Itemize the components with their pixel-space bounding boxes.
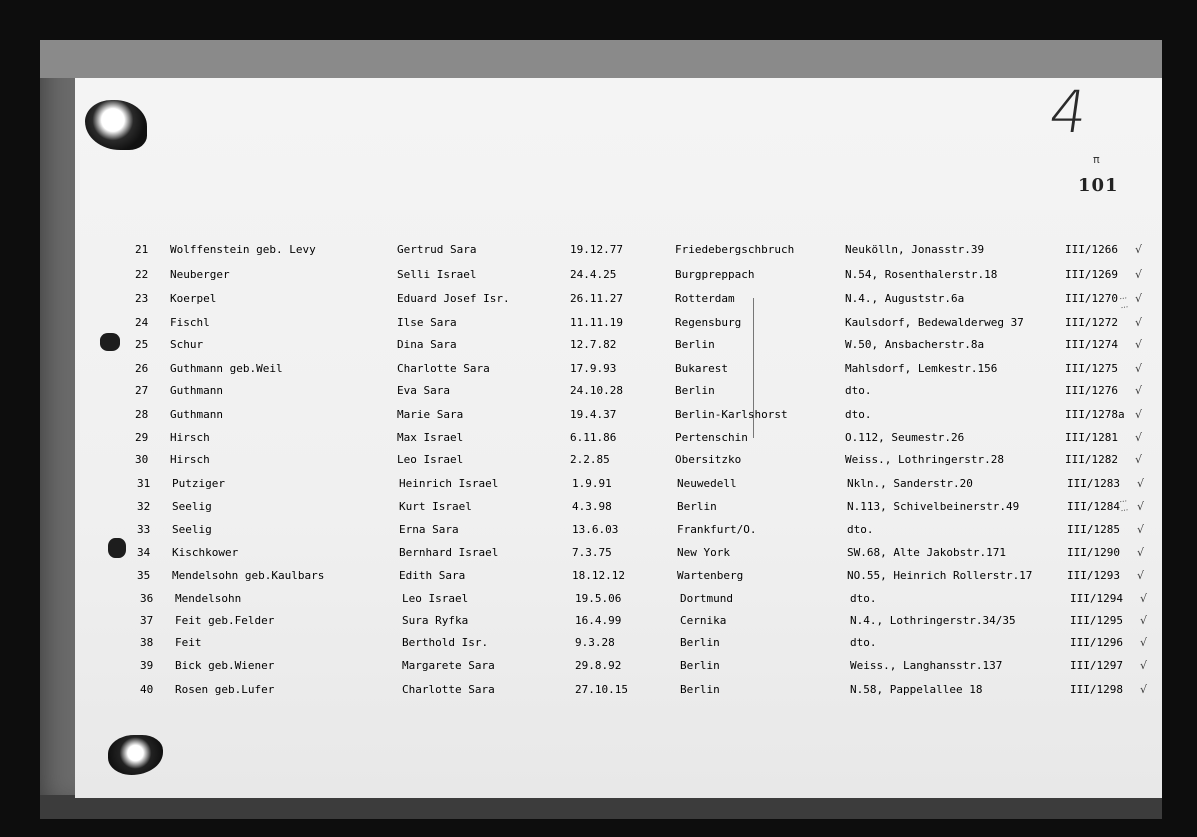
birth-date: 16.4.99 bbox=[575, 614, 622, 627]
given-names: Heinrich Israel bbox=[399, 477, 499, 490]
given-names: Max Israel bbox=[397, 431, 464, 444]
row-number: 40 bbox=[140, 683, 154, 696]
row-number: 29 bbox=[135, 431, 149, 444]
row-number: 30 bbox=[135, 453, 149, 466]
address: dto. bbox=[845, 408, 872, 421]
surname: Guthmann bbox=[170, 408, 223, 421]
file-number: III/1272 bbox=[1065, 316, 1118, 329]
file-number: III/1297 bbox=[1070, 659, 1123, 672]
given-names: Margarete Sara bbox=[402, 659, 495, 672]
birth-date: 17.9.93 bbox=[570, 362, 617, 375]
birth-place: Friedebergschbruch bbox=[675, 243, 795, 256]
birth-date: 13.6.03 bbox=[572, 523, 619, 536]
file-number: III/1269 bbox=[1065, 268, 1118, 281]
birth-place: Pertenschin bbox=[675, 431, 748, 444]
surname: Putziger bbox=[172, 477, 225, 490]
surname: Seelig bbox=[172, 500, 212, 513]
check-mark: √ bbox=[1137, 523, 1145, 536]
address: N.4., Auguststr.6a bbox=[845, 292, 965, 305]
punch-hole bbox=[108, 538, 126, 558]
birth-date: 9.3.28 bbox=[575, 636, 615, 649]
surname: Mendelsohn geb.Kaulbars bbox=[172, 569, 325, 582]
row-number: 25 bbox=[135, 338, 149, 351]
surname: Hirsch bbox=[170, 431, 210, 444]
given-names: Charlotte Sara bbox=[402, 683, 495, 696]
row-number: 26 bbox=[135, 362, 149, 375]
file-number: III/1274 bbox=[1065, 338, 1118, 351]
row-number: 23 bbox=[135, 292, 149, 305]
check-mark: √ bbox=[1140, 614, 1148, 627]
file-number: III/1282 bbox=[1065, 453, 1118, 466]
file-number: III/1290 bbox=[1067, 546, 1120, 559]
file-number: III/1283 bbox=[1067, 477, 1120, 490]
surname: Feit geb.Felder bbox=[175, 614, 275, 627]
given-names: Marie Sara bbox=[397, 408, 464, 421]
birth-date: 12.7.82 bbox=[570, 338, 617, 351]
given-names: Selli Israel bbox=[397, 268, 477, 281]
surname: Neuberger bbox=[170, 268, 230, 281]
birth-place: Wartenberg bbox=[677, 569, 744, 582]
birth-date: 19.12.77 bbox=[570, 243, 623, 256]
row-number: 24 bbox=[135, 316, 149, 329]
check-mark: √ bbox=[1140, 659, 1148, 672]
file-number: III/1266 bbox=[1065, 243, 1118, 256]
file-number: III/1275 bbox=[1065, 362, 1118, 375]
file-number: III/1281 bbox=[1065, 431, 1118, 444]
check-mark: √ bbox=[1135, 243, 1143, 256]
given-names: Sura Ryfka bbox=[402, 614, 469, 627]
birth-date: 19.5.06 bbox=[575, 592, 622, 605]
check-mark: √ bbox=[1135, 316, 1143, 329]
file-number: III/1296 bbox=[1070, 636, 1123, 649]
address: N.58, Pappelallee 18 bbox=[850, 683, 983, 696]
file-number: III/1285 bbox=[1067, 523, 1120, 536]
address: Nkln., Sanderstr.20 bbox=[847, 477, 973, 490]
row-number: 27 bbox=[135, 384, 149, 397]
check-mark: √ bbox=[1135, 292, 1143, 305]
file-number: III/1284 bbox=[1067, 500, 1120, 513]
check-mark: √ bbox=[1137, 569, 1145, 582]
surname: Hirsch bbox=[170, 453, 210, 466]
surname: Bick geb.Wiener bbox=[175, 659, 275, 672]
birth-place: Berlin bbox=[680, 636, 720, 649]
row-number: 32 bbox=[137, 500, 151, 513]
check-mark: √ bbox=[1135, 431, 1143, 444]
birth-date: 1.9.91 bbox=[572, 477, 612, 490]
birth-place: Berlin bbox=[675, 338, 715, 351]
birth-date: 7.3.75 bbox=[572, 546, 612, 559]
birth-place: Bukarest bbox=[675, 362, 728, 375]
birth-place: New York bbox=[677, 546, 730, 559]
address: dto. bbox=[850, 592, 877, 605]
check-mark: √ bbox=[1137, 546, 1145, 559]
birth-place: Burgpreppach bbox=[675, 268, 755, 281]
row-number: 35 bbox=[137, 569, 151, 582]
folio-number: 101 bbox=[1078, 175, 1119, 196]
birth-place: Regensburg bbox=[675, 316, 742, 329]
address: N.113, Schivelbeinerstr.49 bbox=[847, 500, 1020, 513]
birth-date: 18.12.12 bbox=[572, 569, 625, 582]
address: Mahlsdorf, Lemkestr.156 bbox=[845, 362, 998, 375]
surname: Schur bbox=[170, 338, 204, 351]
bottom-strip bbox=[40, 795, 1162, 819]
address: O.112, Seumestr.26 bbox=[845, 431, 965, 444]
row-number: 38 bbox=[140, 636, 154, 649]
given-names: Dina Sara bbox=[397, 338, 457, 351]
surname: Seelig bbox=[172, 523, 212, 536]
birth-place: Berlin bbox=[675, 384, 715, 397]
row-number: 34 bbox=[137, 546, 151, 559]
birth-date: 24.4.25 bbox=[570, 268, 617, 281]
address: W.50, Ansbacherstr.8a bbox=[845, 338, 985, 351]
check-mark: √ bbox=[1135, 384, 1143, 397]
check-mark: √ bbox=[1140, 592, 1148, 605]
birth-date: 26.11.27 bbox=[570, 292, 623, 305]
row-number: 31 bbox=[137, 477, 151, 490]
folio-mark: π bbox=[1093, 153, 1100, 166]
address: N.54, Rosenthalerstr.18 bbox=[845, 268, 998, 281]
birth-place: Berlin bbox=[680, 683, 720, 696]
file-number: III/1293 bbox=[1067, 569, 1120, 582]
surname: Guthmann geb.Weil bbox=[170, 362, 283, 375]
surname: Feit bbox=[175, 636, 202, 649]
check-mark: √ bbox=[1135, 338, 1143, 351]
address: dto. bbox=[847, 523, 874, 536]
birth-date: 29.8.92 bbox=[575, 659, 622, 672]
row-number: 37 bbox=[140, 614, 154, 627]
row-number: 33 bbox=[137, 523, 151, 536]
birth-place: Obersitzko bbox=[675, 453, 742, 466]
handwritten-page-number: 4 bbox=[1045, 78, 1092, 146]
margin-note: ··· ··· bbox=[1118, 496, 1129, 516]
birth-place: Neuwedell bbox=[677, 477, 737, 490]
check-mark: √ bbox=[1140, 636, 1148, 649]
given-names: Bernhard Israel bbox=[399, 546, 499, 559]
check-mark: √ bbox=[1137, 500, 1145, 513]
birth-date: 11.11.19 bbox=[570, 316, 623, 329]
given-names: Erna Sara bbox=[399, 523, 459, 536]
check-mark: √ bbox=[1140, 683, 1148, 696]
birth-place: Berlin bbox=[677, 500, 717, 513]
birth-place: Berlin bbox=[680, 659, 720, 672]
surname: Wolffenstein geb. Levy bbox=[170, 243, 316, 256]
surname: Koerpel bbox=[170, 292, 217, 305]
birth-date: 4.3.98 bbox=[572, 500, 612, 513]
file-number: III/1278a bbox=[1065, 408, 1125, 421]
address: SW.68, Alte Jakobstr.171 bbox=[847, 546, 1006, 559]
address: NO.55, Heinrich Rollerstr.17 bbox=[847, 569, 1033, 582]
birth-date: 19.4.37 bbox=[570, 408, 617, 421]
birth-date: 6.11.86 bbox=[570, 431, 617, 444]
birth-place: Berlin-Karlshorst bbox=[675, 408, 788, 421]
given-names: Charlotte Sara bbox=[397, 362, 490, 375]
surname: Kischkower bbox=[172, 546, 239, 559]
address: Weiss., Langhansstr.137 bbox=[850, 659, 1003, 672]
check-mark: √ bbox=[1137, 477, 1145, 490]
file-number: III/1276 bbox=[1065, 384, 1118, 397]
punch-hole bbox=[100, 333, 120, 351]
address: dto. bbox=[850, 636, 877, 649]
row-number: 39 bbox=[140, 659, 154, 672]
check-mark: √ bbox=[1135, 408, 1143, 421]
given-names: Berthold Isr. bbox=[402, 636, 489, 649]
address: dto. bbox=[845, 384, 872, 397]
surname: Guthmann bbox=[170, 384, 223, 397]
birth-place: Rotterdam bbox=[675, 292, 735, 305]
address: Kaulsdorf, Bedewalderweg 37 bbox=[845, 316, 1024, 329]
birth-place: Dortmund bbox=[680, 592, 733, 605]
given-names: Kurt Israel bbox=[399, 500, 472, 513]
birth-place: Cernika bbox=[680, 614, 727, 627]
file-number: III/1294 bbox=[1070, 592, 1123, 605]
file-number: III/1270 bbox=[1065, 292, 1118, 305]
given-names: Eva Sara bbox=[397, 384, 450, 397]
birth-date: 24.10.28 bbox=[570, 384, 623, 397]
check-mark: √ bbox=[1135, 453, 1143, 466]
surname: Mendelsohn bbox=[175, 592, 242, 605]
birth-place: Frankfurt/O. bbox=[677, 523, 757, 536]
surname: Rosen geb.Lufer bbox=[175, 683, 275, 696]
row-number: 36 bbox=[140, 592, 154, 605]
file-number: III/1298 bbox=[1070, 683, 1123, 696]
surname: Fischl bbox=[170, 316, 210, 329]
row-number: 22 bbox=[135, 268, 149, 281]
given-names: Gertrud Sara bbox=[397, 243, 477, 256]
given-names: Leo Israel bbox=[397, 453, 464, 466]
paper-edge bbox=[40, 40, 1162, 78]
check-mark: √ bbox=[1135, 268, 1143, 281]
address: N.4., Lothringerstr.34/35 bbox=[850, 614, 1016, 627]
row-number: 21 bbox=[135, 243, 149, 256]
file-number: III/1295 bbox=[1070, 614, 1123, 627]
address: Neukölln, Jonasstr.39 bbox=[845, 243, 985, 256]
given-names: Leo Israel bbox=[402, 592, 469, 605]
given-names: Edith Sara bbox=[399, 569, 466, 582]
address: Weiss., Lothringerstr.28 bbox=[845, 453, 1004, 466]
birth-date: 27.10.15 bbox=[575, 683, 628, 696]
row-number: 28 bbox=[135, 408, 149, 421]
birth-date: 2.2.85 bbox=[570, 453, 610, 466]
margin-note: ··· ··· bbox=[1118, 293, 1129, 313]
given-names: Eduard Josef Isr. bbox=[397, 292, 510, 305]
check-mark: √ bbox=[1135, 362, 1143, 375]
given-names: Ilse Sara bbox=[397, 316, 457, 329]
